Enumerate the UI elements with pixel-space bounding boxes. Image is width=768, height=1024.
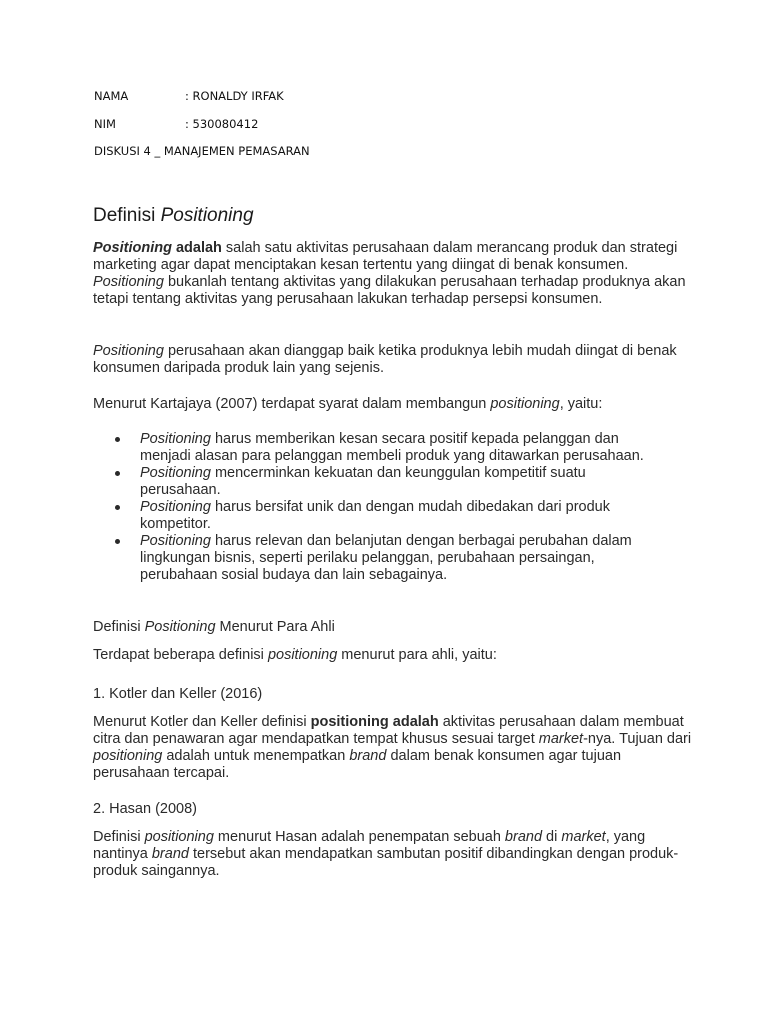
para1-text2: bukanlah tentang aktivitas yang dilakukan perusahaan terhadap produknya akan tetapi tentang aktivitas yang perusahaan lakukan terhadap persepsi konsumen.	[93, 274, 686, 307]
page-title	[93, 205, 254, 227]
expert1-text4: adalah untuk menempatkan	[162, 748, 350, 764]
para3-text2: , yaitu:	[559, 396, 603, 412]
expert2-italic3: market	[561, 829, 606, 845]
expert2-heading: 2. Hasan (2008)	[93, 801, 197, 817]
list-item	[93, 431, 653, 465]
nim-value: : 530080412	[185, 117, 259, 131]
paragraph-definition	[93, 240, 693, 308]
para1-italic2: Positioning	[93, 274, 164, 290]
subheading-text1: Definisi	[93, 619, 145, 635]
list-item-text: mencerminkan kekuatan dan keunggulan kompetitif suatu perusahaan.	[140, 465, 586, 498]
expert1-paragraph	[93, 714, 693, 782]
expert1-italic2: positioning	[93, 748, 163, 764]
paragraph-experts-intro	[93, 647, 693, 664]
para2-text: perusahaan akan dianggap baik ketika produknya lebih mudah diingat di benak konsumen daripada produk lain yang sejenis.	[93, 343, 677, 376]
diskusi-row	[94, 144, 310, 158]
subheading-text2: Menurut Para Ahli	[215, 619, 335, 635]
expert1-italic3: brand	[349, 748, 387, 764]
paragraph-remembered	[93, 343, 693, 377]
expert1-text3: -nya. Tujuan dari	[583, 731, 692, 747]
subheading-italic: Positioning	[144, 619, 216, 635]
expert2-text3: di	[542, 829, 562, 845]
diskusi-label: DISKUSI 4 _ MANAJEMEN PEMASARAN	[94, 144, 310, 158]
expert2-italic2: brand	[504, 829, 543, 845]
expert2-paragraph	[93, 829, 693, 880]
requirements-list	[93, 431, 653, 584]
nim-row	[94, 117, 259, 131]
para4-text1: Terdapat beberapa definisi	[93, 647, 268, 663]
list-item-emphasis: Positioning	[140, 431, 211, 447]
para1-lead-bold: adalah	[171, 240, 222, 256]
bullet-icon	[115, 437, 120, 442]
expert2-text2: menurut Hasan adalah penempatan sebuah	[213, 829, 505, 845]
list-item-emphasis: Positioning	[140, 499, 211, 515]
expert1-text5: dalam benak konsumen agar tujuan perusahaan tercapai.	[93, 748, 622, 781]
expert1-heading: 1. Kotler dan Keller (2016)	[93, 686, 263, 702]
bullet-icon	[115, 505, 120, 510]
list-item-text: harus relevan dan belanjutan dengan berbagai perubahan dalam lingkungan bisnis, seperti perilaku pelanggan, perubahaan persaingan, perubahaan sosial budaya dan lain sebagainya.	[140, 533, 632, 583]
nama-label: NAMA	[94, 89, 129, 103]
bullet-icon	[115, 539, 120, 544]
section-heading-experts	[93, 619, 693, 636]
nim-label: NIM	[94, 117, 116, 131]
para1-text1: salah satu aktivitas perusahaan dalam merancang produk dan strategi marketing agar dapat menciptakan kesan tertentu yang diingat di benak konsumen.	[93, 240, 678, 273]
nama-value: : RONALDY IRFAK	[185, 89, 284, 103]
paragraph-kartajaya	[93, 396, 693, 413]
list-item	[93, 533, 653, 584]
para1-lead: Positioning	[93, 240, 172, 256]
expert1-bold: positioning adalah	[310, 714, 439, 730]
expert1-italic1: market	[538, 731, 584, 747]
expert2-italic1: positioning	[144, 829, 214, 845]
expert2-text4: , yang nantinya	[93, 829, 646, 862]
expert1-text1: Menurut Kotler dan Keller definisi	[93, 714, 311, 730]
title-emphasis: Positioning	[160, 205, 254, 226]
expert2-text1: Definisi	[93, 829, 145, 845]
expert2-italic4: brand	[151, 846, 189, 862]
list-item	[93, 465, 653, 499]
list-item	[93, 499, 653, 533]
list-item-emphasis: Positioning	[140, 465, 211, 481]
title-prefix: Definisi	[93, 205, 161, 226]
bullet-icon	[115, 471, 120, 476]
para3-italic: positioning	[490, 396, 560, 412]
list-item-text: harus memberikan kesan secara positif kepada pelanggan dan menjadi alasan para pelanggan membeli produk yang ditawarkan perusahaan.	[140, 431, 644, 464]
list-item-emphasis: Positioning	[140, 533, 211, 549]
nama-row	[94, 89, 284, 103]
list-item-text: harus bersifat unik dan dengan mudah dibedakan dari produk kompetitor.	[140, 499, 610, 532]
expert2-text5: tersebut akan mendapatkan sambutan positif dibandingkan dengan produk-produk saingannya.	[93, 846, 679, 879]
para3-text1: Menurut Kartajaya (2007) terdapat syarat dalam membangun	[93, 396, 491, 412]
expert1-text2: aktivitas perusahaan dalam membuat citra dan penawaran agar mendapatkan tempat khusus sesuai target	[93, 714, 684, 747]
para4-italic: positioning	[267, 647, 338, 663]
para2-italic: Positioning	[93, 343, 164, 359]
para4-text2: menurut para ahli, yaitu:	[337, 647, 497, 663]
